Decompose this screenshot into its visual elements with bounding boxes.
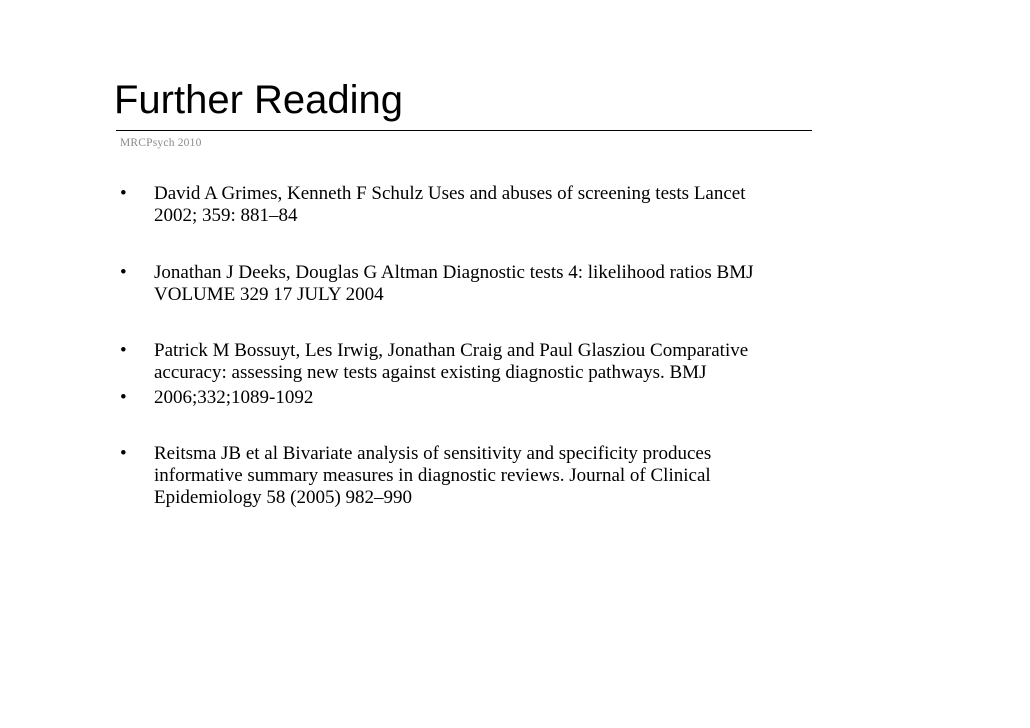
reference-line: 2006;332;1089-1092 (154, 387, 314, 408)
bullet-icon: • (120, 387, 127, 408)
reference-line: David A Grimes, Kenneth F Schulz Uses and abuses of screening tests Lancet (154, 183, 746, 204)
reference-line: Jonathan J Deeks, Douglas G Altman Diagnostic tests 4: likelihood ratios BMJ (154, 262, 754, 283)
reference-item (120, 183, 880, 227)
reference-line: accuracy: assessing new tests against existing diagnostic pathways. BMJ (154, 362, 707, 383)
bullet-icon: • (120, 443, 127, 464)
reference-item (120, 340, 880, 384)
reference-line: Reitsma JB et al Bivariate analysis of sensitivity and specificity produces (154, 443, 712, 464)
reference-line: 2002; 359: 881–84 (154, 205, 298, 226)
bullet-icon: • (120, 340, 127, 361)
reference-line: Patrick M Bossuyt, Les Irwig, Jonathan Craig and Paul Glasziou Comparative (154, 340, 749, 361)
slide-title: Further Reading (114, 78, 404, 122)
bullet-icon: • (120, 262, 127, 283)
bullet-icon: • (120, 183, 127, 204)
reference-line: informative summary measures in diagnostic reviews. Journal of Clinical (154, 465, 711, 486)
title-divider (116, 130, 812, 131)
slide-subtitle: MRCPsych 2010 (120, 137, 202, 149)
reference-line: VOLUME 329 17 JULY 2004 (154, 284, 384, 305)
reference-item (120, 443, 880, 509)
reference-line: Epidemiology 58 (2005) 982–990 (154, 487, 413, 508)
reference-item (120, 387, 880, 409)
reference-item (120, 262, 880, 306)
